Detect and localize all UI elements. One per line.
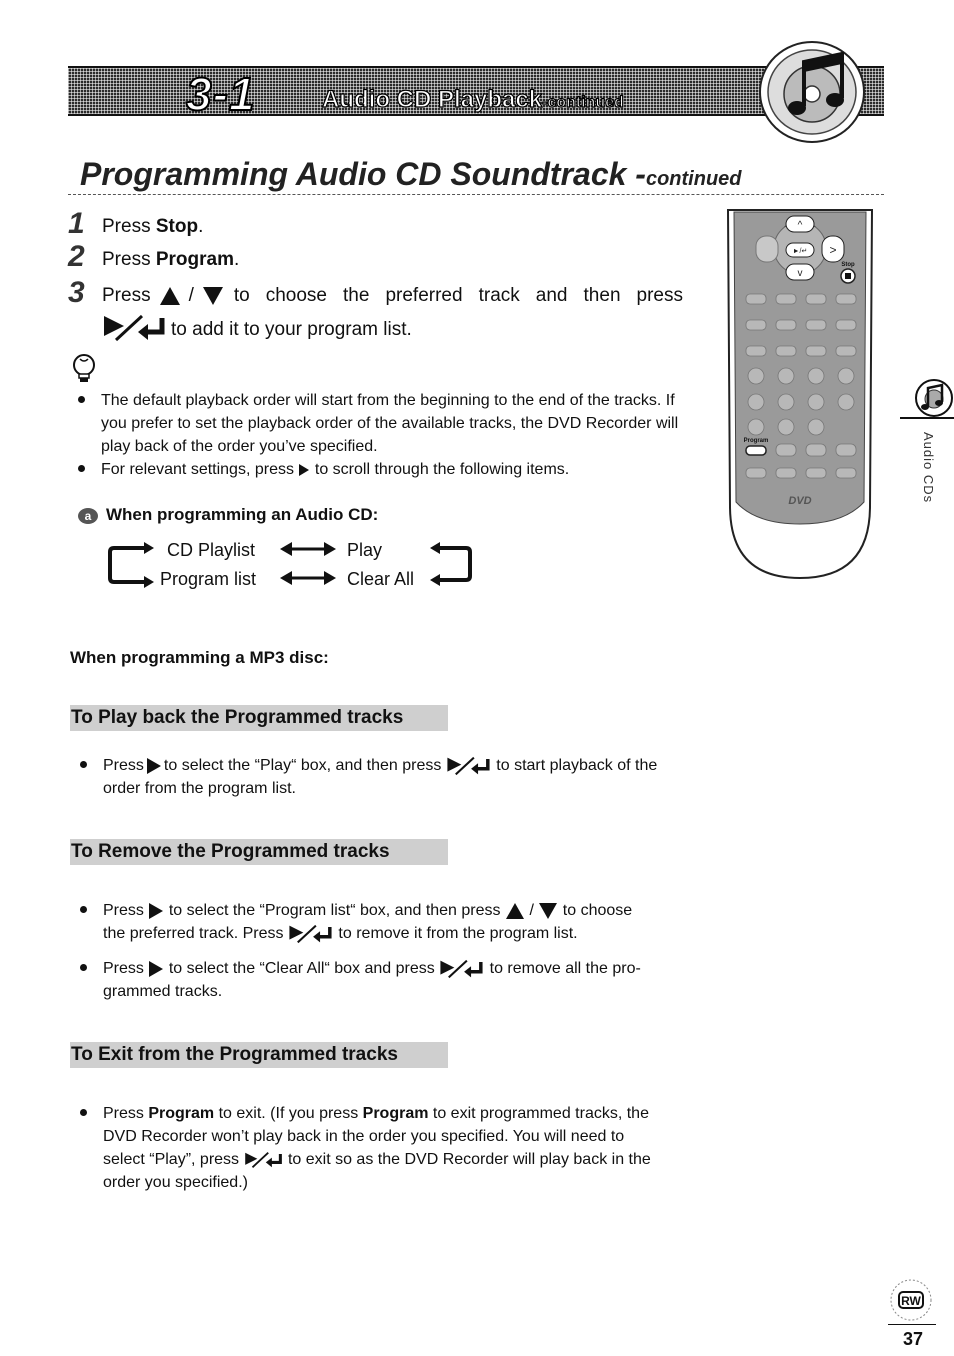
remove-section-title: To Remove the Programmed tracks <box>70 839 448 865</box>
flow-item-program-list: Program list <box>160 569 257 589</box>
play-section-title: To Play back the Programmed tracks <box>70 705 448 731</box>
page-number-rule <box>888 1324 936 1325</box>
step-number-2: 2 <box>68 240 85 273</box>
step-3-text: Press / to choose the preferred track and then press <box>102 285 683 306</box>
step-2-text: Press Program. <box>102 249 240 270</box>
remove-bullet-1-line2: the preferred track. Press to remove it from the program list. <box>103 922 578 945</box>
bullet-dot <box>80 964 87 971</box>
remote-program-label: Program <box>743 438 769 444</box>
section-number: 3-1 <box>186 68 256 120</box>
step-number-1: 1 <box>68 207 85 240</box>
bullet-dot <box>80 1109 87 1116</box>
heading-divider <box>68 194 884 195</box>
remote-stop-label: Stop <box>841 262 855 268</box>
svg-text:RW: RW <box>901 1294 921 1308</box>
right-arrow-icon <box>148 960 164 978</box>
play-enter-button-icon <box>288 923 334 945</box>
remove-bullet-2-line2: grammed tracks. <box>103 983 223 1000</box>
audio-cd-subheading: a When programming an Audio CD: <box>78 505 378 525</box>
exit-section-title: To Exit from the Programmed tracks <box>70 1042 448 1068</box>
svg-text:v: v <box>797 268 803 279</box>
svg-text:>: > <box>829 243 837 257</box>
remote-control-illustration <box>724 206 876 582</box>
right-arrow-icon <box>146 757 162 775</box>
bullet-dot <box>78 465 85 472</box>
flow-item-clear-all: Clear All <box>347 569 415 589</box>
exit-bullet-line1: Press Program to exit. (If you press Program to exit programmed tracks, the <box>103 1105 649 1122</box>
tip-bullet-2: For relevant settings, press to scroll through the following items. <box>101 461 570 478</box>
side-tab-label: Audio CDs <box>921 432 936 504</box>
flow-item-cd-playlist: CD Playlist <box>167 540 256 560</box>
play-bullet-1: Press to select the “Play“ box, and then press to start playback of the <box>103 754 685 777</box>
bullet-dot <box>80 906 87 913</box>
svg-text:^: ^ <box>797 220 803 231</box>
side-music-disc-icon <box>900 378 954 420</box>
exit-bullet-line4: order you specified.) <box>103 1174 248 1191</box>
exit-bullet-line3: select “Play”, press to exit so as the DVD Recorder will play back in the <box>103 1151 651 1168</box>
lightbulb-tip-icon <box>70 353 98 385</box>
play-enter-button-icon <box>244 1150 284 1170</box>
right-arrow-icon <box>298 463 310 477</box>
right-arrow-icon <box>148 902 164 920</box>
play-enter-button-icon <box>439 958 485 980</box>
remove-bullet-1: Press to select the “Program list“ box, and then press / to choose <box>103 902 633 919</box>
page-number: 37 <box>902 1329 924 1349</box>
step-3-line2: to add it to your program list. <box>171 319 412 340</box>
play-enter-button-icon <box>102 314 168 342</box>
dvd-rw-recorder-logo <box>884 1276 938 1322</box>
remote-dvd-logo: DVD <box>788 495 812 507</box>
flow-item-play: Play <box>347 540 383 560</box>
play-bullet-1-line2: order from the program list. <box>103 780 296 797</box>
play-enter-button-icon <box>446 755 492 777</box>
up-arrow-icon <box>505 902 525 920</box>
page-heading: Programming Audio CD Soundtrack -continued <box>80 156 742 192</box>
down-arrow-icon <box>202 286 224 306</box>
up-arrow-icon <box>159 286 181 306</box>
step-number-3: 3 <box>68 276 85 309</box>
section-title: Audio CD Playback-continued <box>322 86 624 113</box>
exit-bullet-line2: DVD Recorder won’t play back in the order you specified. You will need to <box>103 1128 625 1145</box>
step-1-text: Press Stop. <box>102 216 204 237</box>
svg-text:►/↵: ►/↵ <box>792 248 808 255</box>
bullet-dot <box>80 761 87 768</box>
remove-bullet-2: Press to select the “Clear All“ box and press to remove all the pro- <box>103 957 685 980</box>
tip-bullet-1: The default playback order will start from the beginning to the end of the tracks. If you prefer to set the playback order of the available tracks, the DVD Recorder will play back of the order you’ve specified. <box>101 392 679 455</box>
down-arrow-icon <box>538 902 558 920</box>
bullet-dot <box>78 396 85 403</box>
mp3-subheading: When programming a MP3 disc: <box>70 648 329 667</box>
music-disc-icon <box>758 40 866 144</box>
step-badge: a <box>78 508 98 524</box>
